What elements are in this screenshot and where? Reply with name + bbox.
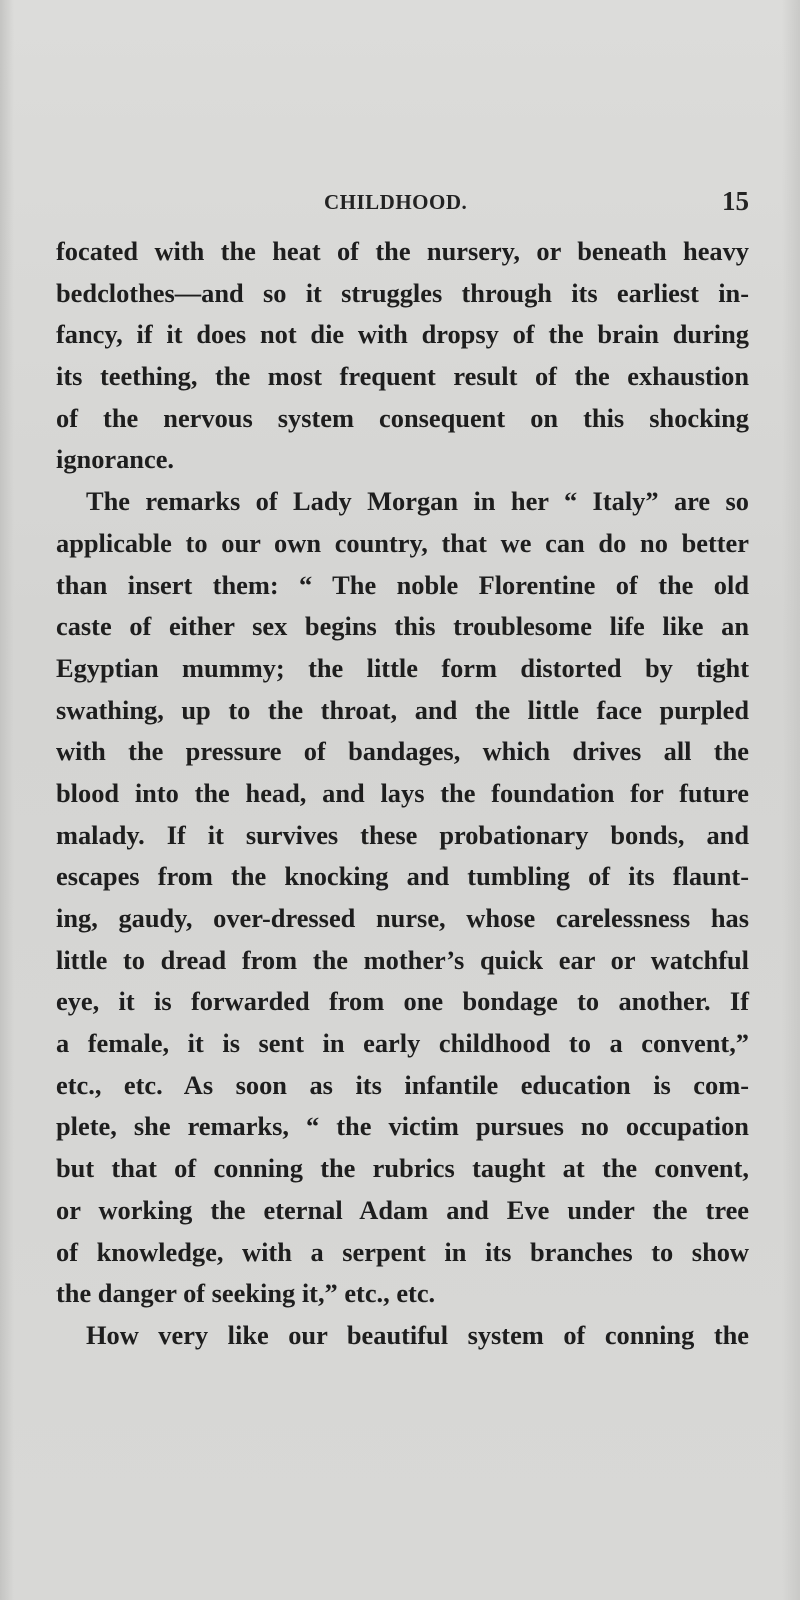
body-text — [56, 231, 749, 1357]
text-line: plete, she remarks, “ the victim pursues no occupation — [56, 1111, 749, 1142]
text-line: etc., etc. As soon as its infantile education is com- — [56, 1069, 749, 1100]
text-line: than insert them: “ The noble Florentine of the old — [56, 569, 749, 600]
text-line: of the nervous system consequent on this shocking — [56, 402, 749, 433]
text-line: ing, gaudy, over-dressed nurse, whose carelessness has — [56, 903, 749, 933]
text-line: swathing, up to the throat, and the little face purpled — [56, 694, 749, 725]
text-line: its teething, the most frequent result of the exhaustion — [56, 361, 749, 392]
running-head-title: CHILDHOOD. — [324, 190, 468, 214]
text-line: How very like our beautiful system of conning the — [86, 1319, 749, 1350]
page-number: 15 — [722, 186, 749, 216]
text-line: fancy, if it does not die with dropsy of the brain during — [56, 319, 749, 350]
text-line: a female, it is sent in early childhood to a convent,” — [56, 1028, 749, 1059]
text-line: but that of conning the rubrics taught at the convent, — [56, 1153, 749, 1184]
text-line: blood into the head, and lays the foundation for future — [56, 777, 749, 808]
text-line: bedclothes—and so it struggles through its earliest in- — [56, 277, 749, 308]
scan-shadow-left — [0, 0, 14, 1600]
text-line: caste of either sex begins this troublesome life like an — [56, 611, 749, 642]
text-line: with the pressure of bandages, which drives all the — [56, 736, 749, 767]
text-line: little to dread from the mother’s quick ear or watchful — [56, 944, 749, 975]
running-head — [56, 186, 749, 216]
text-line: escapes from the knocking and tumbling of its flaunt- — [56, 861, 749, 892]
text-line: malady. If it survives these probationary bonds, and — [56, 819, 749, 850]
text-line: eye, it is forwarded from one bondage to another. If — [56, 986, 749, 1017]
text-line: or working the eternal Adam and Eve under the tree — [56, 1194, 749, 1225]
scan-shadow-right — [782, 0, 800, 1600]
text-line: of knowledge, with a serpent in its branches to show — [56, 1236, 749, 1267]
text-line: The remarks of Lady Morgan in her “ Italy” are so — [86, 486, 749, 517]
text-line: Egyptian mummy; the little form distorted by tight — [56, 652, 749, 683]
text-line: focated with the heat of the nursery, or beneath heavy — [56, 236, 749, 266]
text-line: the danger of seeking it,” etc., etc. — [56, 1278, 436, 1309]
text-line: ignorance. — [56, 444, 175, 475]
text-line: applicable to our own country, that we can do no better — [56, 527, 749, 558]
